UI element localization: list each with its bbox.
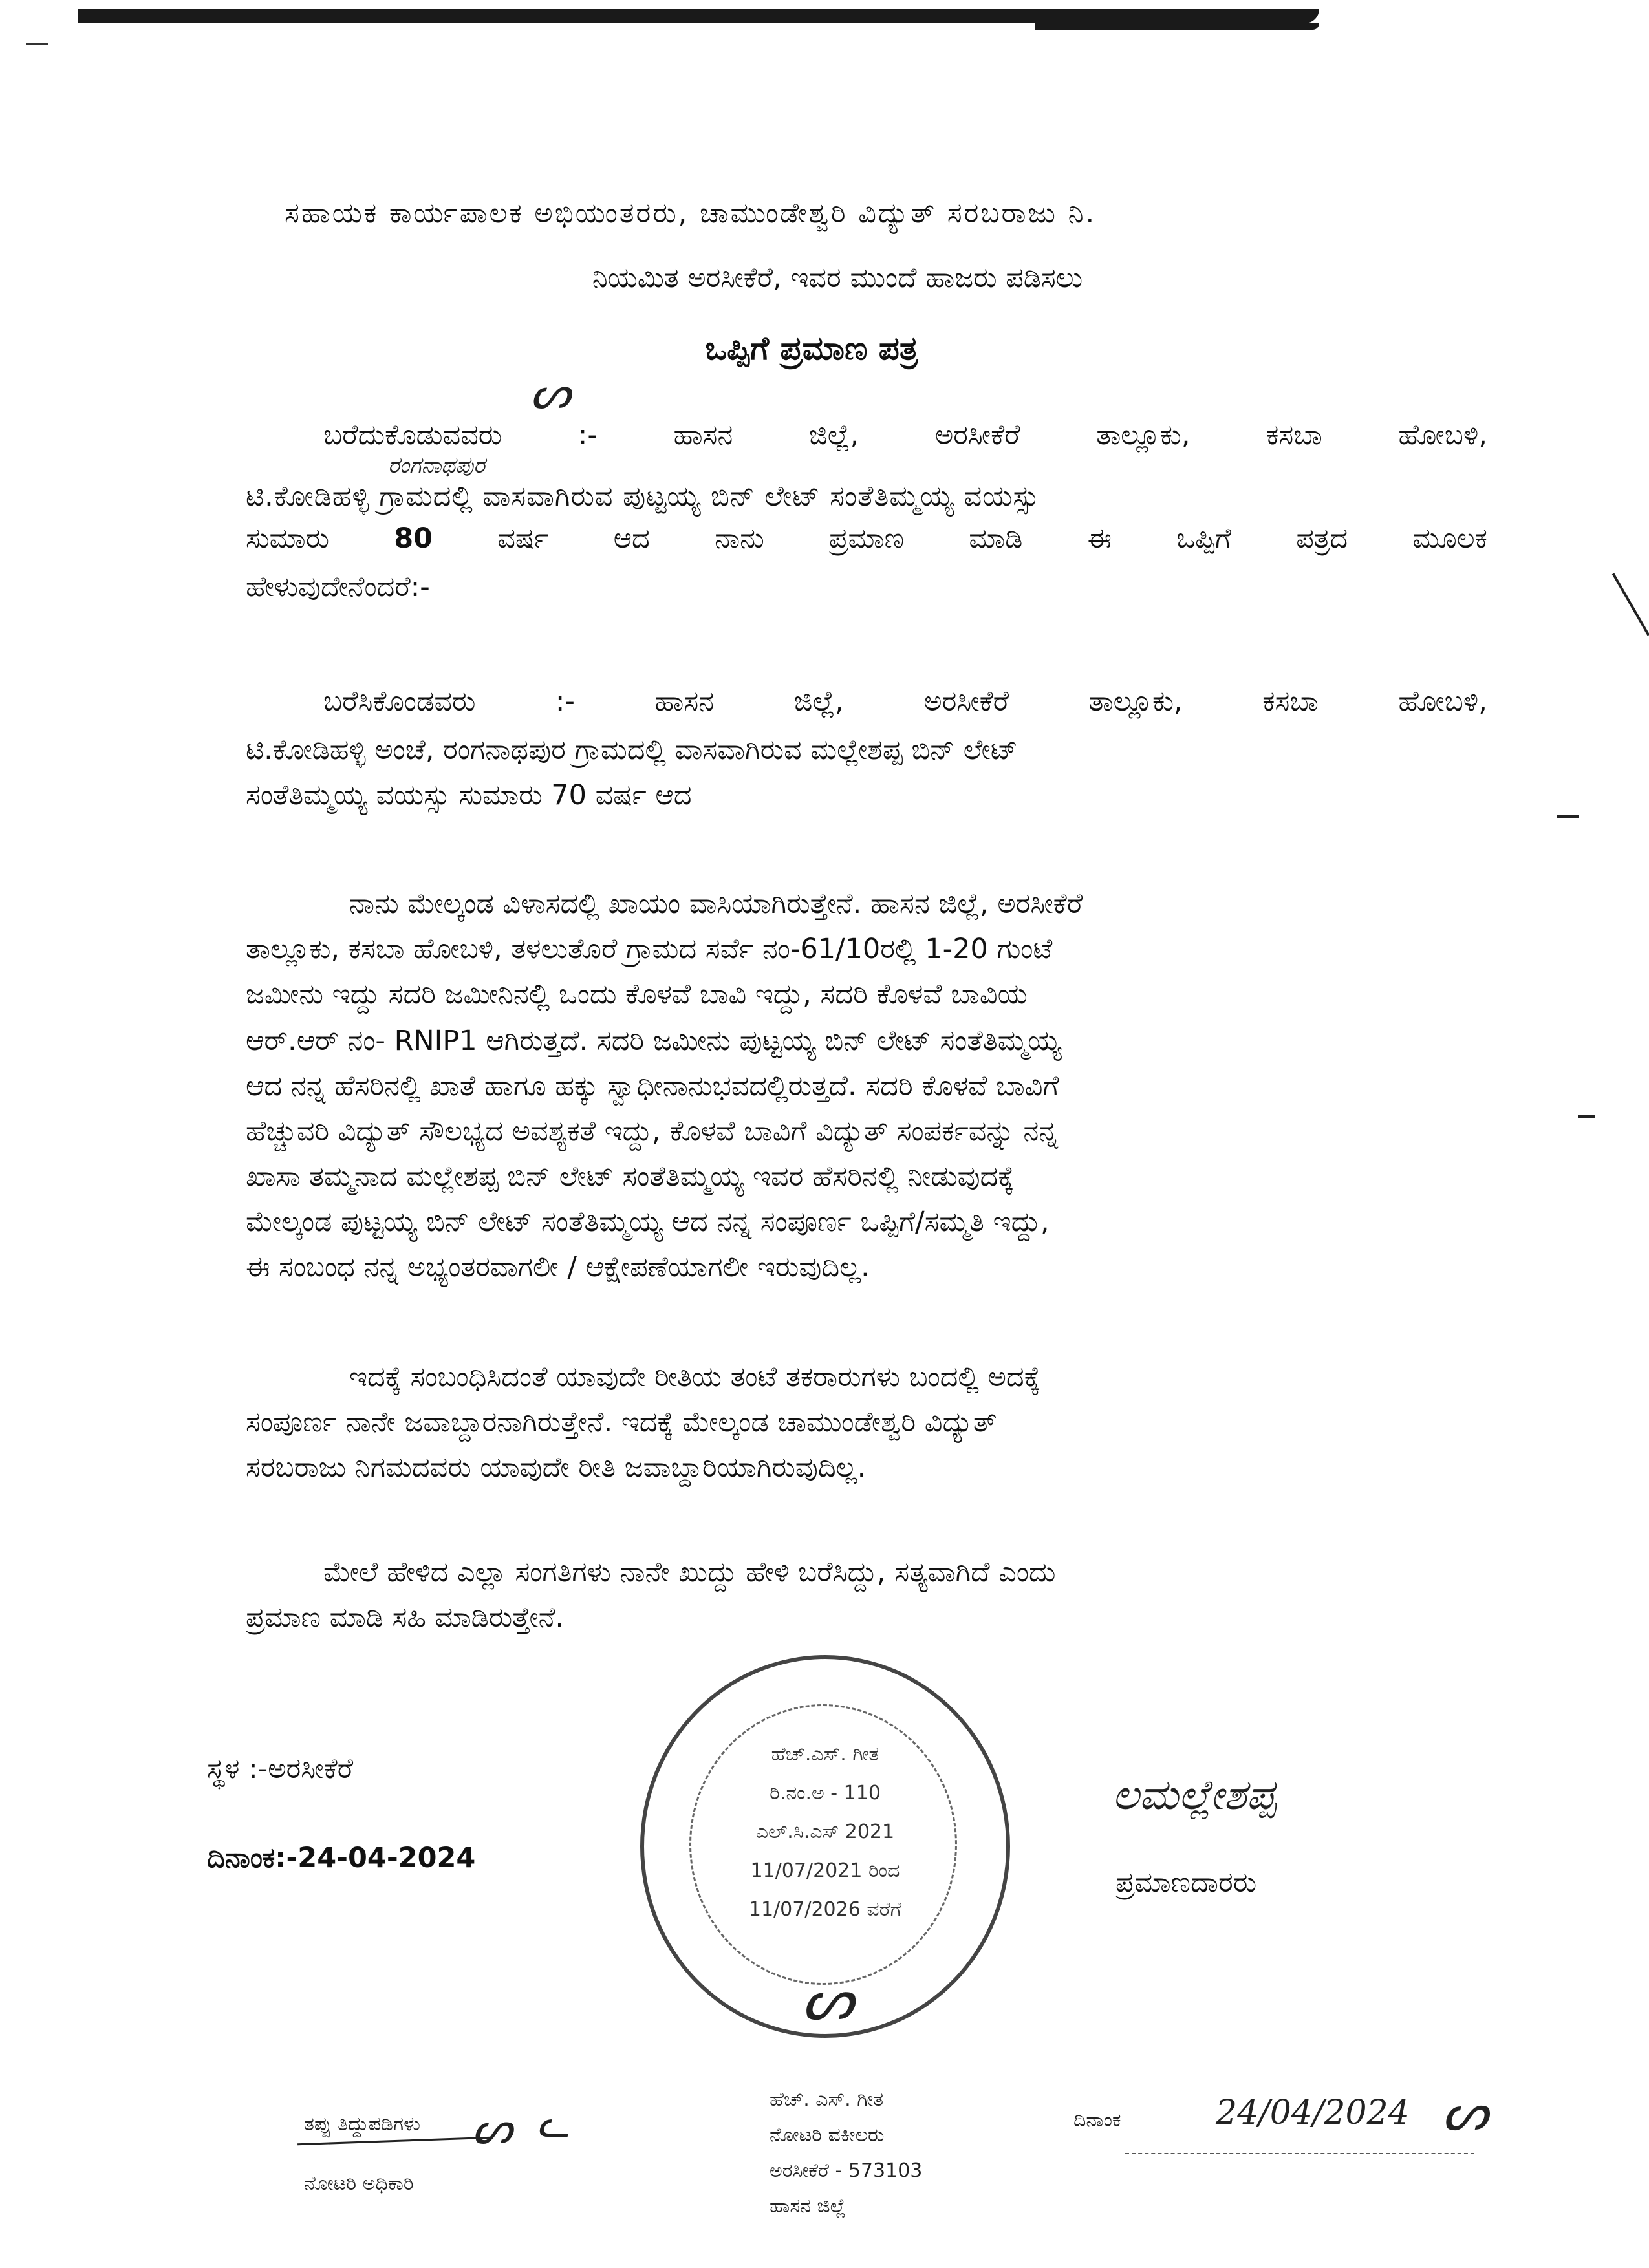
p3-line-5: ಆದ ನನ್ನ ಹೆಸರಿನಲ್ಲಿ ಖಾತೆ ಹಾಗೂ ಹಕ್ಕು ಸ್ವಾಧೀನಾನುಭವದಲ್ಲಿರುತ್ತದೆ. ಸದರಿ ಕೊಳವೆ ಬಾವಿಗೆ: [246, 1070, 1059, 1102]
p3-line-2: ತಾಲ್ಲೂಕು, ಕಸಬಾ ಹೋಬಳಿ, ತಳಲುತೊರೆ ಗ್ರಾಮದ ಸರ್ವೆ ನಂ-61/10ರಲ್ಲಿ 1-20 ಗುಂಟೆ: [246, 933, 1053, 965]
header-line-2: ನಿಯಮಿತ ಅರಸೀಕೆರೆ, ಇವರ ಮುಂದೆ ಹಾಜರು ಪಡಿಸಲು: [592, 262, 1083, 294]
stamp-left-underline: [297, 2137, 491, 2145]
p3-line-1: ನಾನು ಮೇಲ್ಕಂಡ ವಿಳಾಸದಲ್ಲಿ ಖಾಯಂ ವಾಸಿಯಾಗಿರುತ್ತೇನೆ. ಹಾಸನ ಜಿಲ್ಲೆ, ಅರಸೀಕೆರೆ: [349, 888, 1083, 920]
p1-line-3: ಸುಮಾರು 80 ವರ್ಷ ಆದ ನಾನು ಪ್ರಮಾಣ ಮಾಡಿ ಈ ಒಪ್ಪಿಗೆ ಪತ್ರದ ಮೂಲಕ: [246, 522, 1487, 555]
document-title: ಒಪ್ಪಿಗೆ ಪ್ರಮಾಣ ಪತ್ರ: [705, 330, 918, 367]
stamp-right-faded-line: [1125, 2153, 1474, 2154]
p2-line-3: ಸಂತೆತಿಮ್ಮಯ್ಯ ವಯಸ್ಸು ಸುಮಾರು 70 ವರ್ಷ ಆದ: [246, 779, 692, 811]
handwritten-insert: ರಂಗನಾಥಪುರ: [388, 453, 485, 478]
p3-line-4: ಆರ್.ಆರ್ ನಂ- RNIP1 ಆಗಿರುತ್ತದೆ. ಸದರಿ ಜಮೀನು ಪುಟ್ಟಯ್ಯ ಬಿನ್ ಲೇಟ್ ಸಂತೆತಿಮ್ಮಯ್ಯ: [246, 1025, 1062, 1057]
declarant-label: ಪ್ರಮಾಣದಾರರು: [1116, 1867, 1257, 1899]
p3-line-9: ಈ ಸಂಬಂಧ ನನ್ನ ಅಭ್ಯಂತರವಾಗಲೀ / ಆಕ್ಷೇಪಣೆಯಾಗಲೀ ಇರುವುದಿಲ್ಲ.: [246, 1251, 870, 1283]
p4-line-1: ಇದಕ್ಕೆ ಸಂಬಂಧಿಸಿದಂತೆ ಯಾವುದೇ ರೀತಿಯ ತಂಟೆ ತಕರಾರುಗಳು ಬಂದಲ್ಲಿ ಅದಕ್ಕೆ: [349, 1361, 1040, 1393]
stamp-right-signature: ᔕ: [1442, 2082, 1489, 2142]
p4-line-3: ಸರಬರಾಜು ನಿಗಮದವರು ಯಾವುದೇ ರೀತಿ ಜವಾಬ್ದಾರಿಯಾಗಿರುವುದಿಲ್ಲ.: [246, 1451, 867, 1484]
stamp-left-line-1: ತಪ್ಪು ತಿದ್ದುಪಡಿಗಳು: [304, 2113, 420, 2135]
p3-line-3: ಜಮೀನು ಇದ್ದು ಸದರಿ ಜಮೀನಿನಲ್ಲಿ ಒಂದು ಕೊಳವೆ ಬಾವಿ ಇದ್ದು, ಸದರಿ ಕೊಳವೆ ಬಾವಿಯ: [246, 978, 1028, 1011]
corner-mark: [26, 43, 48, 45]
p2-line-1: ಬರೆಸಿಕೊಂಡವರು :- ಹಾಸನ ಜಿಲ್ಲೆ, ಅರಸೀಕೆರೆ ತಾಲ್ಲೂಕು, ಕಸಬಾ ಹೋಬಳಿ,: [323, 685, 1487, 718]
p3-line-8: ಮೇಲ್ಕಂಡ ಪುಟ್ಟಯ್ಯ ಬಿನ್ ಲೇಟ್ ಸಂತೆತಿಮ್ಮಯ್ಯ ಆದ ನನ್ನ ಸಂಪೂರ್ಣ ಒಪ್ಪಿಗೆ/ಸಮ್ಮತಿ ಇದ್ದು,: [246, 1206, 1050, 1238]
stamp-mid-line-2: ನೋಟರಿ ವಕೀಲರು: [770, 2124, 885, 2146]
p5-line-1: ಮೇಲೆ ಹೇಳಿದ ಎಲ್ಲಾ ಸಂಗತಿಗಳು ನಾನೇ ಖುದ್ದು ಹೇಳಿ ಬರೆಸಿದ್ದು, ಸತ್ಯವಾಗಿದೆ ಎಂದು: [323, 1556, 1056, 1589]
header-line-1: ಸಹಾಯಕ ಕಾರ್ಯಪಾಲಕ ಅಭಿಯಂತರರು, ಚಾಮುಂಡೇಶ್ವರಿ ವಿದ್ಯುತ್ ಸರಬರಾಜು ನಿ.: [285, 197, 1097, 230]
p1-line-1: ಬರೆದುಕೊಡುವವರು :- ಹಾಸನ ಜಿಲ್ಲೆ, ಅರಸೀಕೆರೆ ತಾಲ್ಲೂಕು, ಕಸಬಾ ಹೋಬಳಿ,: [323, 419, 1487, 451]
stamp-right-label: ದಿನಾಂಕ: [1073, 2109, 1121, 2132]
seal-line-4: 11/07/2021 ರಿಂದ: [750, 1859, 900, 1882]
stamp-left-signature: ᔕ: [472, 2101, 513, 2154]
stamp-right-date: 24/04/2024: [1216, 2093, 1410, 2132]
stamp-left-scribble: ᓚ: [537, 2101, 570, 2146]
p1-line-2: ಟಿ.ಕೋಡಿಹಳ್ಳಿ ಗ್ರಾಮದಲ್ಲಿ ವಾಸವಾಗಿರುವ ಪುಟ್ಟಯ್ಯ ಬಿನ್ ಲೇಟ್ ಸಂತೆತಿಮ್ಮಯ್ಯ ವಯಸ್ಸು: [246, 480, 1040, 513]
date-label: ದಿನಾಂಕ:-24-04-2024: [207, 1842, 476, 1874]
place-label: ಸ್ಥಳ :-ಅರಸೀಕೆರೆ: [207, 1753, 354, 1785]
seal-line-1: ಹೆಚ್.ಎಸ್. ಗೀತ: [771, 1743, 879, 1766]
top-scan-border-tail: [1035, 23, 1319, 30]
p3-line-7: ಖಾಸಾ ತಮ್ಮನಾದ ಮಲ್ಲೇಶಪ್ಪ ಬಿನ್ ಲೇಟ್ ಸಂತೆತಿಮ್ಮಯ್ಯ ಇವರ ಹೆಸರಿನಲ್ಲಿ ನೀಡುವುದಕ್ಕೆ: [246, 1161, 1015, 1193]
stamp-mid-line-3: ಅರಸೀಕೆರೆ - 573103: [770, 2159, 923, 2182]
seal-line-3: ಎಲ್.ಸಿ.ಎಸ್ 2021: [755, 1821, 895, 1843]
p1-line-4: ಹೇಳುವುದೇನೆಂದರೆ:-: [246, 571, 430, 603]
initials-handwritten: ᔕ: [530, 366, 571, 419]
p5-line-2: ಪ್ರಮಾಣ ಮಾಡಿ ಸಹಿ ಮಾಡಿರುತ್ತೇನೆ.: [246, 1601, 564, 1634]
edge-dash: [1557, 815, 1579, 818]
declarant-signature: ಲಮಲ್ಲೇಶಪ್ಪ: [1112, 1771, 1277, 1819]
edge-dash: [1578, 1115, 1595, 1118]
stamp-mid-line-1: ಹೆಚ್. ಎಸ್. ಗೀತ: [770, 2088, 884, 2111]
seal-line-2: ರಿ.ನಂ.ಅ - 110: [770, 1782, 881, 1804]
edge-mark: [1612, 573, 1649, 636]
seal-signature-scribble: ᔕ: [802, 1965, 854, 2033]
p2-line-2: ಟಿ.ಕೋಡಿಹಳ್ಳಿ ಅಂಚೆ, ರಂಗನಾಥಪುರ ಗ್ರಾಮದಲ್ಲಿ ವಾಸವಾಗಿರುವ ಮಲ್ಲೇಶಪ್ಪ ಬಿನ್ ಲೇಟ್: [246, 734, 1018, 766]
top-scan-border: [78, 9, 1319, 23]
p4-line-2: ಸಂಪೂರ್ಣ ನಾನೇ ಜವಾಬ್ದಾರನಾಗಿರುತ್ತೇನೆ. ಇದಕ್ಕೆ ಮೇಲ್ಕಂಡ ಚಾಮುಂಡೇಶ್ವರಿ ವಿದ್ಯುತ್: [246, 1406, 997, 1439]
stamp-left-line-2: ನೋಟರಿ ಅಧಿಕಾರಿ: [304, 2172, 414, 2195]
stamp-mid-line-4: ಹಾಸನ ಜಿಲ್ಲೆ: [770, 2195, 846, 2218]
seal-line-5: 11/07/2026 ವರೆಗೆ: [748, 1898, 902, 1921]
p3-line-6: ಹೆಚ್ಚುವರಿ ವಿದ್ಯುತ್ ಸೌಲಭ್ಯದ ಅವಶ್ಯಕತೆ ಇದ್ದು, ಕೊಳವೆ ಬಾವಿಗೆ ವಿದ್ಯುತ್ ಸಂಪರ್ಕವನ್ನು ನನ್ನ: [246, 1115, 1059, 1148]
